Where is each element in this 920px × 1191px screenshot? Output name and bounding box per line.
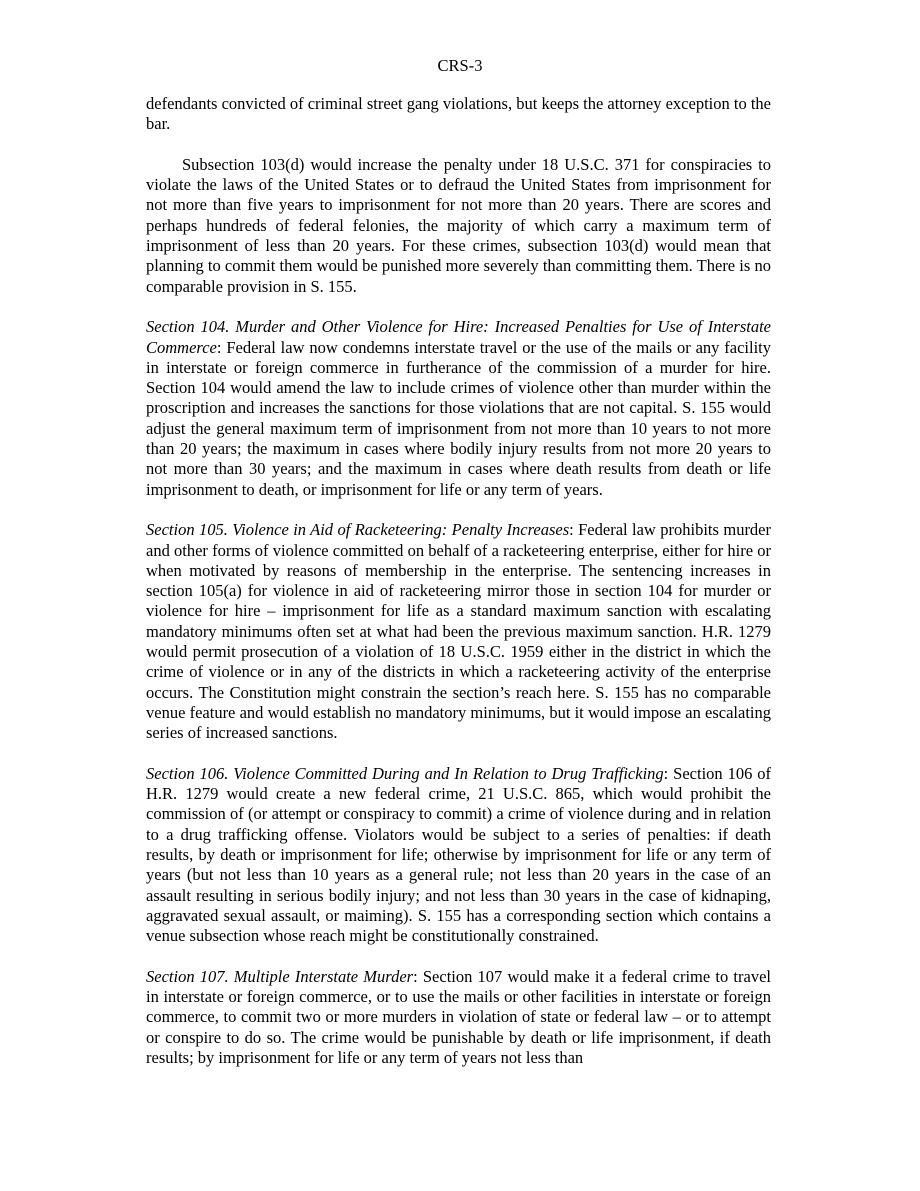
- paragraph-section-106: [146, 764, 771, 947]
- paragraph-text: Subsection 103(d) would increase the penalty under 18 U.S.C. 371 for conspiracies to violate the laws of the United States or to defraud the United States from imprisonment for not more than five years to imprisonment for not more than 20 years. There are scores and perhaps hundreds of federal felonies, the majority of which carry a maximum term of imprisonment of less than 20 years. For these crimes, subsection 103(d) would mean that planning to commit them would be punished more severely than committing them. There is no comparable provision in S. 155.: [146, 154, 771, 296]
- paragraph-text: : Federal law prohibits murder and other forms of violence committed on behalf of a racketeering enterprise, either for hire or when motivated by reasons of membership in the enterprise. The sentencing increases in section 105(a) for violence in aid of racketeering mirror those in section 104 for murder or violence for hire – imprisonment for life as a standard maximum sanction with escalating mandatory minimums often set at what had been the previous maximum sanction. H.R. 1279 would permit prosecution of a violation of 18 U.S.C. 1959 either in the district in which the crime of violence or in any of the districts in which a racketeering activity of the enterprise occurs. The Constitution might constrain the section’s reach here. S. 155 has no comparable venue feature and would establish no mandatory minimums, but it would impose an escalating series of increased sanctions.: [146, 520, 772, 743]
- paragraph-text: : Section 106 of H.R. 1279 would create a new federal crime, 21 U.S.C. 865, which would prohibit the commission of (or attempt or conspiracy to commit) a crime of violence during and in relation to a drug trafficking offense. Violators would be subject to a series of penalties: if death results, by death or imprisonment for life; otherwise by imprisonment for life or any term of years (but not less than 10 years as a general rule; not less than 20 years in the case of an assault resulting in serious bodily injury; and not less than 30 years in the case of kidnaping, aggravated sexual assault, or maiming). S. 155 has a corresponding section which contains a venue subsection whose reach might be constitutionally constrained.: [146, 763, 771, 946]
- paragraph-text: : Federal law now condemns interstate travel or the use of the mails or any facility in interstate or foreign commerce in furtherance of the commission of a murder for hire. Section 104 would amend the law to include crimes of violence other than murder within the proscription and increases the sanctions for those violations that are not capital. S. 155 would adjust the general maximum term of imprisonment from not more than 10 years to not more than 20 years; the maximum in cases where bodily injury results from not more 20 years to not more than 30 years; and the maximum in cases where death results from death or life imprisonment to death, or imprisonment for life or any term of years.: [146, 337, 771, 499]
- paragraph-text: defendants convicted of criminal street gang violations, but keeps the attorney exception to the bar.: [146, 94, 771, 134]
- paragraph-continuation: [146, 94, 771, 135]
- paragraph-section-105: [146, 520, 771, 743]
- paragraph-section-107: [146, 967, 771, 1068]
- section-heading: Section 106. Violence Committed During and In Relation to Drug Trafficking: [146, 763, 664, 783]
- page-header: CRS-3: [437, 56, 483, 75]
- paragraph-subsection-103d: [146, 155, 771, 297]
- document-body: [146, 94, 771, 1068]
- paragraph-text: : Section 107 would make it a federal crime to travel in interstate or foreign commerce, or to use the mails or other facilities in interstate or foreign commerce, to commit two or more murders in violation of state or federal law – or to attempt or conspire to do so. The crime would be punishable by death or life imprisonment, if death results; by imprisonment for life or any term of years not less than: [146, 966, 771, 1067]
- paragraph-section-104: [146, 317, 771, 500]
- section-heading: Section 105. Violence in Aid of Racketeering: Penalty Increases: [146, 520, 570, 540]
- section-heading: Section 104. Murder and Other Violence for Hire: Increased Penalties for Use of Interstate Commerce: [146, 317, 771, 357]
- section-heading: Section 107. Multiple Interstate Murder: [146, 966, 414, 986]
